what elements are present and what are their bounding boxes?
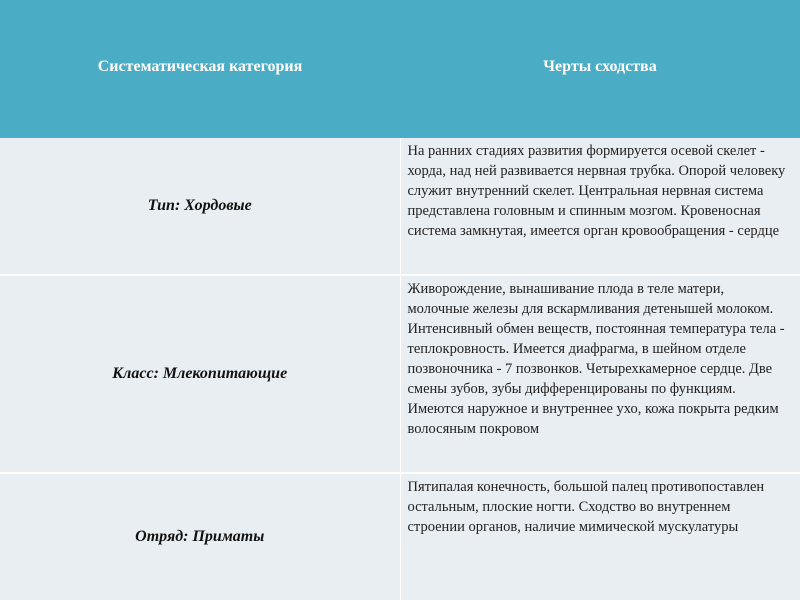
header-category: Систематическая категория xyxy=(97,58,303,75)
description-cell-mammals: Живорождение, вынашивание плода в теле матери, молочные железы для вскармливания детенышей молоком. Интенсивный обмен веществ, постоянная температура тела - теплокровность. Имеется диафрагма, в шейном отделе позвоночника - 7 позвонков. Четырехкамерное сердце. Две смены зубов, зубы дифференцированы по функциям. Имеются наружное и внутреннее ухо, кожа покрыта редким волосяным покровом xyxy=(400,275,800,473)
header-similarity: Черты сходства xyxy=(543,58,657,75)
table-row xyxy=(0,138,800,275)
table-row xyxy=(0,275,800,473)
table-row xyxy=(0,473,800,600)
description-cell-primates: Пятипалая конечность, большой палец противопоставлен остальным, плоские ногти. Сходство во внутреннем строении органов, наличие мимической мускулатуры xyxy=(400,473,800,600)
category-cell-mammals: Класс: Млекопитающие xyxy=(0,275,400,473)
description-cell-chordates: На ранних стадиях развития формируется осевой скелет - хорда, над ней развивается нервная трубка. Опорой человеку служит внутренний скелет. Центральная нервная система представлена головным и спинным мозгом. Кровеносная система замкнутая, имеется орган кровообращения - сердце xyxy=(407,143,786,239)
table-header-row xyxy=(0,0,800,138)
category-cell-primates: Отряд: Приматы xyxy=(0,473,400,600)
category-cell-chordates: Тип: Хордовые xyxy=(0,138,400,275)
